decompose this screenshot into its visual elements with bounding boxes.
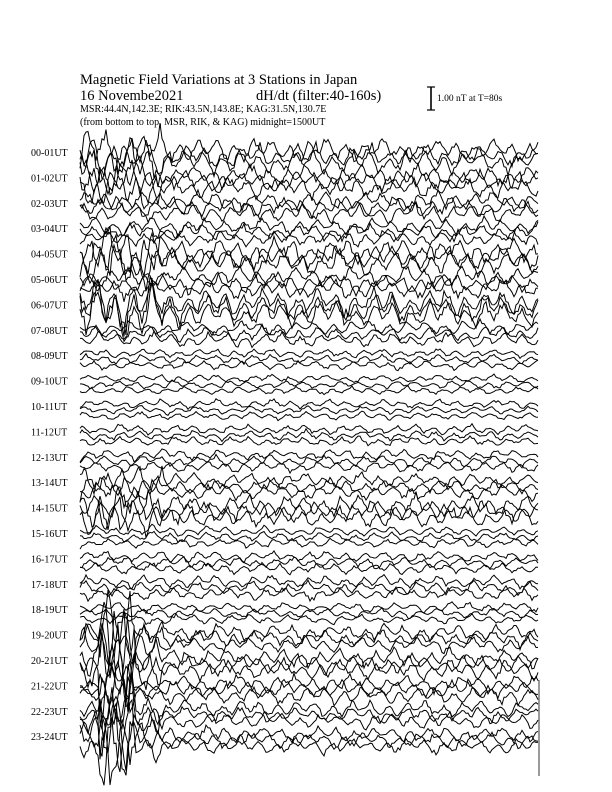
trace-kag-hour-10 bbox=[80, 411, 538, 420]
trace-rik-hour-4 bbox=[80, 233, 538, 276]
chart-date: 16 Novembe2021 bbox=[80, 88, 184, 104]
stacking-note: (from bottom to top, MSR, RIK, & KAG) midnight=1500UT bbox=[80, 117, 326, 128]
trace-msr-hour-21 bbox=[80, 661, 538, 712]
trace-rik-hour-11 bbox=[80, 429, 538, 442]
hour-label: 18-19UT bbox=[31, 605, 68, 617]
hour-label: 11-12UT bbox=[31, 427, 68, 439]
stations-line: MSR:44.4N,142.3E; RIK:43.5N,143.8E; KAG:31.5N,130.7E bbox=[80, 104, 327, 115]
hour-label: 10-11UT bbox=[31, 402, 68, 413]
hour-label: 21-22UT bbox=[31, 681, 68, 693]
trace-rik-hour-12 bbox=[80, 454, 538, 467]
hour-label: 17-18UT bbox=[31, 579, 68, 591]
hour-label: 09-10UT bbox=[31, 376, 68, 388]
trace-kag-hour-12 bbox=[80, 462, 538, 473]
trace-kag-hour-23 bbox=[80, 700, 538, 785]
hour-label: 03-04UT bbox=[31, 224, 68, 236]
trace-msr-hour-18 bbox=[80, 602, 538, 614]
trace-msr-hour-16 bbox=[80, 551, 538, 563]
trace-kag-hour-15 bbox=[80, 538, 538, 549]
hour-label: 15-16UT bbox=[31, 529, 68, 540]
hour-label: 22-23UT bbox=[31, 706, 68, 718]
trace-msr-hour-12 bbox=[80, 449, 538, 462]
hour-label: 20-21UT bbox=[31, 656, 68, 667]
hour-label: 14-15UT bbox=[31, 503, 68, 515]
trace-msr-hour-0 bbox=[80, 123, 538, 171]
trace-rik-hour-16 bbox=[80, 557, 538, 569]
hour-label: 19-20UT bbox=[31, 630, 68, 642]
hour-label: 05-06UT bbox=[31, 275, 68, 286]
trace-kag-hour-17 bbox=[80, 586, 538, 601]
scale-bar-label: 1.00 nT at T=80s bbox=[437, 94, 503, 104]
trace-kag-hour-19 bbox=[80, 609, 538, 678]
trace-rik-hour-21 bbox=[80, 662, 538, 705]
hour-label: 12-13UT bbox=[31, 452, 68, 464]
hour-label: 08-09UT bbox=[31, 351, 68, 363]
hour-label: 16-17UT bbox=[31, 554, 68, 566]
hour-label: 04-05UT bbox=[31, 249, 68, 261]
hour-label: 01-02UT bbox=[31, 173, 68, 185]
trace-kag-hour-7 bbox=[80, 331, 538, 348]
hour-label: 00-01UT bbox=[31, 148, 68, 159]
chart-title: Magnetic Field Variations at 3 Stations in Japan bbox=[80, 72, 358, 88]
trace-msr-hour-23 bbox=[80, 700, 538, 775]
hour-label: 13-14UT bbox=[31, 478, 68, 490]
trace-msr-hour-10 bbox=[80, 399, 538, 410]
trace-msr-hour-19 bbox=[80, 590, 538, 663]
chart-filter: dH/dt (filter:40-160s) bbox=[256, 88, 382, 104]
trace-rik-hour-9 bbox=[80, 381, 538, 389]
scale-bar bbox=[427, 87, 435, 110]
hour-label: 06-07UT bbox=[31, 300, 68, 312]
trace-kag-hour-14 bbox=[80, 497, 538, 538]
trace-rik-hour-15 bbox=[80, 532, 538, 543]
hour-label: 07-08UT bbox=[31, 325, 68, 337]
hour-label: 23-24UT bbox=[31, 732, 68, 744]
hour-label: 02-03UT bbox=[31, 198, 68, 210]
trace-kag-hour-13 bbox=[80, 480, 538, 508]
